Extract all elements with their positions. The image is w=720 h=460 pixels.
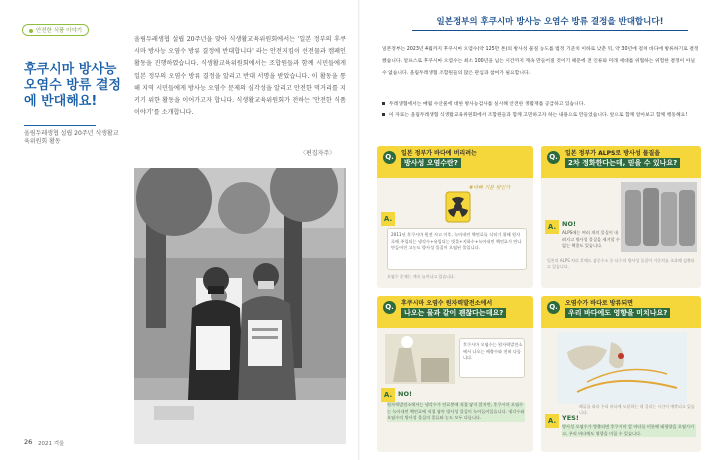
section-tag xyxy=(22,24,89,36)
question-top: 후쿠시마 오염수 원자력발전소에서 xyxy=(401,300,493,307)
page-title: 후쿠시마 방사능 오염수 방류 결정에 반대해요! xyxy=(24,62,121,109)
title-divider xyxy=(24,125,96,126)
bullet-list xyxy=(382,99,700,121)
card-note: 오염수 문제는 계속 늘어나고 있습니다. xyxy=(387,274,456,279)
question-highlight: 방사성 오염수란? xyxy=(401,158,461,168)
issue-label: 2021 겨울 xyxy=(38,441,65,447)
bullet-square-icon xyxy=(382,102,385,105)
tag-dot-icon xyxy=(29,29,33,33)
intro-paragraph: 올림두레생협 설립 20주년을 맞아 식생활교육위원회에서는 '일본 정부의 후쿠시마 방사능 오염수 방류 결정에 반대합니다' 라는 안전지킴이 선전물과 캠페인 활동을 진행하였습니다. 식생활교육위원회에서는 조합원들과 함께 시민들에게 일본 정부의 오염수 방류 결정을 알리고 반대 서명을 받았습니다. 이 활동을 통해 지역 시민들에게 방사능 오염수 문제의 심각성을 알리고 안전한 먹거리를 지키기 위한 활동을 이어가고자 합니다. 식생활교육위원회가 전하는 '안전한 식품이야기'를 소개합니다. xyxy=(134,36,346,117)
editor-note: 〈편집자주〉 xyxy=(300,150,336,157)
qa-card-4 xyxy=(541,296,701,452)
qa-card-2 xyxy=(541,146,701,288)
bullet-item xyxy=(382,99,700,110)
answer-text: 원자력발전소에서는 냉각수가 연료봉에 직접 닿지 않지만, 후쿠시마 오염수는 녹아내린 핵연료에 직접 닿아 방사성 물질이 녹아들어있습니다. 냉각수와 오염수의 방사성 물질의 종류와 농도 모두 다릅니다. xyxy=(387,402,525,420)
storage-tanks-illustration xyxy=(621,182,697,252)
power-plant-illustration xyxy=(385,334,455,384)
section-tag-label: 안전한 식품 이야기 xyxy=(36,28,83,34)
answer-label: YES! xyxy=(562,414,579,422)
q-badge: Q. xyxy=(547,151,560,164)
bullet-square-icon xyxy=(382,113,385,116)
q-badge: Q. xyxy=(547,301,560,314)
answer-label: NO! xyxy=(398,390,412,398)
q-badge: Q. xyxy=(383,301,396,314)
answer-label: NO! xyxy=(562,220,576,228)
qa-card-3 xyxy=(377,296,533,452)
qa-card-1 xyxy=(377,146,533,288)
question-top: 일본 정부가 ALPS로 방사성 물질을 xyxy=(565,150,661,157)
campaign-photo xyxy=(134,168,346,444)
a-badge: A. xyxy=(545,220,559,234)
body-paragraph: 일본정부는 2023년 4월까지 후쿠시마 오염수(약 125만 톤)의 방사성 물질 농도를 법정 기준치 이하로 낮춘 뒤, 약 30년에 걸쳐 바다에 방류하기로 결정했습니다. 알프스로 후쿠시마 오염수는 최소 100년을 넘는 시간까지 계속 만들어질 것이기 때문에 전 인류와 미래 세대를 위협하는 위험한 결정이 아닐 수 없습니다. 올림두레생협 조합원들의 많은 관심과 참여가 필요합니다. xyxy=(382,47,699,76)
bullet-text: 두레생협에서는 매월 수산물에 대한 방사능검사를 실시해 안전한 생활재를 공급하고 있습니다. xyxy=(389,102,585,107)
question-text xyxy=(401,150,527,168)
answer-text: ALPS에는 여러 개의 물질이 내려지고 방사성 물질을 제거할 수 없는 핵종도 있습니다. xyxy=(562,230,620,248)
right-headline: 일본정부의 후쿠시마 방사능 오염수 방류 결정을 반대합니다! xyxy=(436,17,664,27)
bullet-text: 이 자료는 올림두레생협 식생활교육위원회에서 조합원들과 함께 고민하고자 하는 내용으로 만들었습니다. 앞으로 함께 알아보고 함께 행동해요! xyxy=(389,113,688,118)
question-highlight: 2차 정화한다는데, 믿을 수 있나요? xyxy=(565,158,680,168)
question-top: 오염수가 바다로 방류되면 xyxy=(565,300,633,307)
page-subtitle: 올림두레생협 설립 20주년 식생활교육위원회 활동 xyxy=(24,130,119,145)
ocean-map-illustration xyxy=(557,332,687,404)
question-text xyxy=(401,300,527,318)
page-number: 26 xyxy=(24,438,33,446)
question-top: 일본 정부가 바다에 버리려는 xyxy=(401,150,477,157)
headline-divider xyxy=(412,30,688,31)
question-text xyxy=(565,300,695,318)
card-note: 해류를 따라 우리 바다에 도달하는 데 걸리는 시간이 예측되고 있습니다. xyxy=(579,404,695,415)
card-note: 일본의 ALPS 처리 후에도 삼중수소 등 다수의 방사성 물질이 기준치를 초과해 검출되고 있습니다. xyxy=(547,258,695,269)
answer-text: 2011년 후쿠시마 원전 사고 이후, 녹아내린 핵연료를 식히기 위해 원자로에 주입되는 냉각수+유입되는 빗물+지하수+녹아내린 핵연료가 만나 만들어진 고농도 방사성 물질이 오염된 물입니다. xyxy=(391,232,522,250)
question-text xyxy=(565,150,695,168)
handwritten-note: #아빠 기분 탓인가 xyxy=(469,185,511,191)
question-highlight: 우리 바다에도 영향을 미치나요? xyxy=(565,308,670,318)
bullet-item xyxy=(382,110,700,121)
question-highlight: 나오는 물과 같이 괜찮다는데요? xyxy=(401,308,506,318)
a-badge: A. xyxy=(381,388,395,402)
side-note-text: 후쿠시마 오염수는 원자력발전소에서 나오는 배출수와 전혀 다릅니다. xyxy=(463,342,523,360)
radioactive-barrel-icon xyxy=(443,190,473,224)
answer-text: 방사성 오염수가 방출되면 후쿠시마 앞 바다를 비롯해 태평양을 오염시키고, 우리 바다에도 영향을 미칠 수 있습니다. xyxy=(562,424,695,436)
a-badge: A. xyxy=(381,212,395,226)
a-badge: A. xyxy=(545,414,559,428)
q-badge: Q. xyxy=(383,151,396,164)
